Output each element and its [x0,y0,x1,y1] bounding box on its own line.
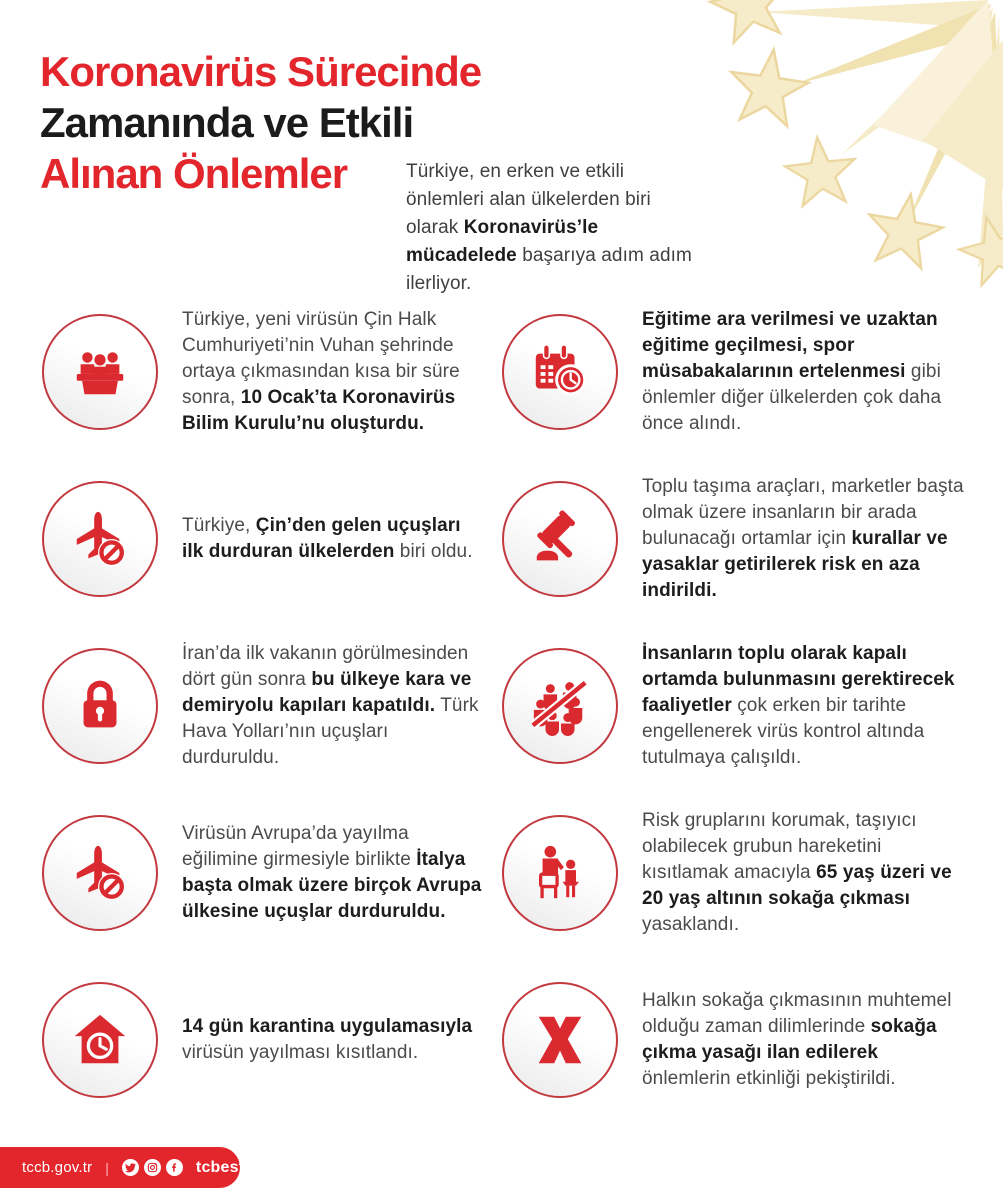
title-line-1: Koronavirüs Sürecinde [40,48,482,95]
x-mark-icon [502,982,618,1098]
footer-website-link[interactable]: tccb.gov.tr [22,1159,93,1176]
facebook-icon[interactable] [166,1159,183,1176]
measure-item [502,455,972,622]
measure-item [42,455,502,622]
footer-bar [0,1147,273,1188]
measure-text: Virüsün Avrupa’da yayılma eğilimine girmesiyle birlikte İtalya başta olmak üzere birçok Avrupa ülkesine uçuşlar durduruldu. [182,822,482,922]
measure-item [502,956,972,1123]
footer-social-handle[interactable]: tcbestepe [195,1158,273,1176]
calendar-clock-icon [502,314,618,430]
flight-ban-icon [42,815,158,931]
measure-text: Risk gruplarını korumak, taşıyıcı olabilecek grubun hareketini kısıtlamak amacıyla 65 yaş üzeri ve 20 yaş altının sokağa çıkması yasaklandı. [642,809,952,935]
intro-paragraph: Türkiye, en erken ve etkili önlemleri alan ülkelerden biri olarak Koronavirüs’le mücadelede başarıya adım adım ilerliyor. [406,161,692,294]
measure-item [42,956,502,1123]
measure-text: Halkın sokağa çıkmasının muhtemel olduğu zaman dilimlerinde sokağa çıkma yasağı ilan edilerek önlemlerin etkinliği pekiştirildi. [642,989,952,1089]
elderly-child-icon [502,815,618,931]
measure-text: Türkiye, yeni virüsün Çin Halk Cumhuriyeti’nin Vuhan şehrinde ortaya çıkmasından kısa bir süre sonra, 10 Ocak’ta Koronavirüs Bilim Kurulu’nu oluşturdu. [182,308,460,434]
measures-grid [42,288,972,1123]
measure-text: 14 gün karantina uygulamasıyla virüsün yayılması kısıtlandı. [182,1015,473,1063]
measure-item [502,288,972,455]
measure-text: İran’da ilk vakanın görülmesinden dört gün sonra bu ülkeye kara ve demiryolu kapıları kapatıldı. Türk Hava Yolları’nın uçuşları durduruldu. [182,642,479,768]
measure-item [42,622,502,789]
science-board-icon [42,314,158,430]
flight-ban-icon [42,481,158,597]
measure-text: Eğitime ara verilmesi ve uzaktan eğitime geçilmesi, spor müsabakalarının ertelenmesi gibi önlemler diğer ülkelerden çok daha önce alındı. [642,308,942,434]
measure-text: İnsanların toplu olarak kapalı ortamda bulunmasını gerektirecek faaliyetler çok erken bir tarihte engellenerek virüs kontrol altında tutulmaya çalışıldı. [642,642,955,768]
sunburst-stars-decoration [673,0,1003,300]
title-line-3: Alınan Önlemler [40,150,348,197]
title-line-2: Zamanında ve Etkili [40,99,414,146]
measure-item [502,789,972,956]
footer-divider: | [105,1159,109,1176]
measure-item [42,789,502,956]
measure-text: Türkiye, Çin’den gelen uçuşları ilk durduran ülkelerden biri oldu. [182,514,473,562]
twitter-icon[interactable] [122,1159,139,1176]
home-quarantine-icon [42,982,158,1098]
measure-item [502,622,972,789]
measure-item [42,288,502,455]
instagram-icon[interactable] [144,1159,161,1176]
no-gathering-icon [502,648,618,764]
gavel-icon [502,481,618,597]
lock-icon [42,648,158,764]
measure-text: Toplu taşıma araçları, marketler başta olmak üzere insanların bir arada bulunacağı ortamlar için kurallar ve yasaklar getirilerek risk en aza indirildi. [642,475,964,601]
